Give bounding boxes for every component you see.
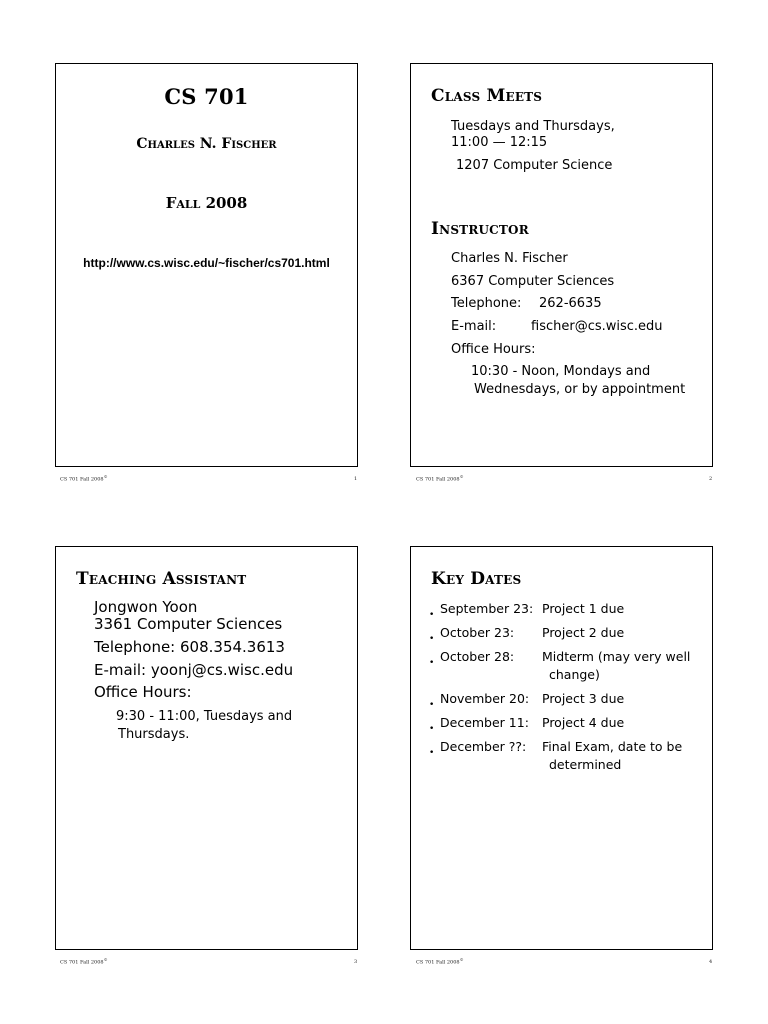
key-date-label: November 20: bbox=[440, 691, 530, 706]
page-number-1: 1 bbox=[354, 476, 358, 482]
page-number-4: 4 bbox=[709, 959, 713, 965]
key-date-row bbox=[429, 690, 709, 710]
key-date-event: Midterm (may very well bbox=[542, 649, 691, 664]
slide-1-author: Charles N. Fischer bbox=[136, 136, 277, 152]
slide-1-title: CS 701 bbox=[164, 84, 249, 109]
meets-room: 1207 Computer Science bbox=[456, 158, 613, 173]
footer-course-3: CS 701 Fall 2008© bbox=[60, 957, 108, 966]
page-number-2: 2 bbox=[709, 476, 713, 482]
key-dates-heading: Key Dates bbox=[431, 569, 522, 589]
key-date-event: Project 1 due bbox=[542, 601, 625, 616]
meets-time: 11:00 — 12:15 bbox=[451, 135, 548, 150]
key-date-row bbox=[429, 714, 709, 734]
instructor-heading: Instructor bbox=[431, 219, 529, 239]
key-date-row bbox=[429, 648, 709, 686]
slide-2 bbox=[410, 63, 713, 467]
meets-days: Tuesdays and Thursdays, bbox=[451, 119, 615, 134]
slide-1 bbox=[55, 63, 358, 467]
key-date-event: Project 4 due bbox=[542, 715, 625, 730]
key-date-event-cont: change) bbox=[549, 667, 600, 682]
instructor-telephone-label: Telephone: bbox=[451, 296, 522, 311]
instructor-hours-line2: Wednesdays, or by appointment bbox=[474, 382, 686, 397]
slide-1-term: Fall 2008 bbox=[165, 194, 248, 212]
bullet-icon: • bbox=[429, 700, 435, 710]
instructor-telephone: 262-6635 bbox=[539, 296, 602, 311]
class-meets-heading: Class Meets bbox=[431, 86, 543, 106]
key-date-label: December 11: bbox=[440, 715, 529, 730]
ta-hours-label: Office Hours: bbox=[94, 683, 192, 701]
instructor-email-label: E-mail: bbox=[451, 319, 497, 334]
slide-3 bbox=[55, 546, 358, 950]
bullet-icon: • bbox=[429, 748, 435, 758]
key-date-event: Project 2 due bbox=[542, 625, 625, 640]
key-date-row bbox=[429, 624, 709, 644]
ta-name: Jongwon Yoon bbox=[94, 598, 198, 616]
key-date-label: October 28: bbox=[440, 649, 515, 664]
key-date-row bbox=[429, 738, 709, 776]
ta-hours-line1: 9:30 - 11:00, Tuesdays and bbox=[116, 709, 293, 724]
key-date-event: Final Exam, date to be bbox=[542, 739, 683, 754]
instructor-hours-line1: 10:30 - Noon, Mondays and bbox=[471, 364, 651, 379]
bullet-icon: • bbox=[429, 724, 435, 734]
key-date-event-cont: determined bbox=[549, 757, 622, 772]
instructor-email: fischer@cs.wisc.edu bbox=[531, 319, 663, 334]
key-date-label: September 23: bbox=[440, 601, 534, 616]
key-date-row bbox=[429, 600, 709, 620]
bullet-icon: • bbox=[429, 634, 435, 644]
footer-course-1: CS 701 Fall 2008© bbox=[60, 474, 108, 483]
bullet-icon: • bbox=[429, 610, 435, 620]
instructor-hours-label: Office Hours: bbox=[451, 342, 536, 357]
ta-email: E-mail: yoonj@cs.wisc.edu bbox=[94, 661, 294, 679]
ta-heading: Teaching Assistant bbox=[76, 569, 247, 589]
bullet-icon: • bbox=[429, 658, 435, 668]
ta-telephone: Telephone: 608.354.3613 bbox=[94, 638, 285, 656]
key-date-event: Project 3 due bbox=[542, 691, 625, 706]
slide-4 bbox=[410, 546, 713, 950]
ta-hours-line2: Thursdays. bbox=[118, 727, 190, 742]
footer-course-4: CS 701 Fall 2008© bbox=[416, 957, 464, 966]
page-number-3: 3 bbox=[354, 959, 358, 965]
ta-office: 3361 Computer Sciences bbox=[94, 615, 283, 633]
slide-1-url: http://www.cs.wisc.edu/~fischer/cs701.html bbox=[83, 256, 330, 270]
key-date-label: December ??: bbox=[440, 739, 527, 754]
instructor-name: Charles N. Fischer bbox=[451, 251, 568, 266]
instructor-office: 6367 Computer Sciences bbox=[451, 274, 615, 289]
footer-course-2: CS 701 Fall 2008© bbox=[416, 474, 464, 483]
key-date-label: October 23: bbox=[440, 625, 515, 640]
